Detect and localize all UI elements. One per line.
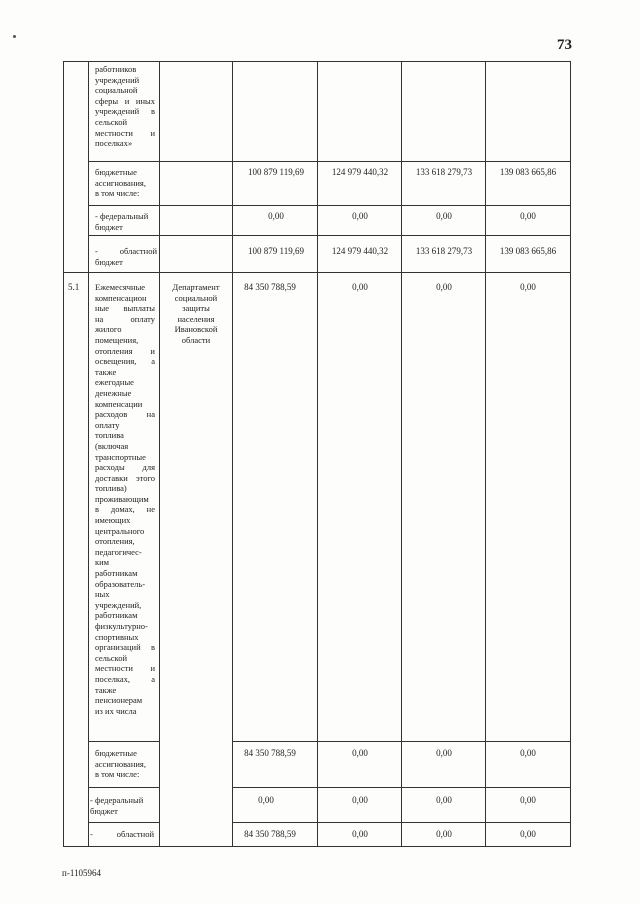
row-label: бюджетные ассигнования, в том числе: [95,748,146,780]
row-label: - федеральный бюджет [90,795,144,816]
value-cell: 0,00 [352,795,368,805]
col-divider-6 [485,61,486,847]
value-cell: 0,00 [352,282,368,292]
col-divider-2 [159,61,160,847]
table-border-left [63,61,64,847]
scan-speck [13,35,16,38]
row-label: бюджетные ассигнования, в том числе: [95,167,146,199]
row-label: - федеральный бюджет [95,211,149,232]
value-cell: 0,00 [520,829,536,839]
row-line [232,787,571,788]
col-divider-3 [232,61,233,847]
row-line [63,846,571,847]
row-line [232,741,571,742]
table-border-right [570,61,571,847]
row-line [88,741,159,742]
value-cell: 0,00 [520,211,536,221]
row-line [88,161,571,162]
row-label: - областной [90,829,154,839]
row-line [88,205,571,206]
value-cell: 84 350 788,59 [244,282,296,292]
document-code: п-1105964 [62,868,101,878]
value-cell: 100 879 119,69 [248,167,304,177]
row-line [63,272,571,273]
value-cell: 0,00 [352,748,368,758]
col-divider-4 [317,61,318,847]
row-label: - областной бюджет [95,246,157,267]
value-cell: 0,00 [436,795,452,805]
value-cell: 84 350 788,59 [244,829,296,839]
row-line [63,61,571,62]
value-cell: 0,00 [352,211,368,221]
page-number: 73 [557,37,572,53]
item-number: 5.1 [68,282,80,292]
value-cell: 0,00 [520,748,536,758]
value-cell: 0,00 [436,282,452,292]
row-line [88,822,159,823]
value-cell: 0,00 [352,829,368,839]
top-item-description: работников учреждений социальной сферы и иных учреждений в сельской местности и поселках» [95,64,155,149]
row-line [232,822,571,823]
value-cell: 133 618 279,73 [415,246,473,256]
executor: Департамент социальной защиты населения Ивановской области [172,282,220,345]
col-divider-1 [88,61,89,847]
value-cell: 139 083 665,86 [499,167,557,177]
value-cell: 0,00 [268,211,284,221]
value-cell: 0,00 [520,282,536,292]
value-cell: 124 979 440,32 [331,167,389,177]
value-cell: 0,00 [520,795,536,805]
value-cell: 0,00 [436,829,452,839]
value-cell: 139 083 665,86 [499,246,557,256]
item-description: Ежемесячные компенсацион ные выплаты на оплату жилого помещения, отопления и освещения, а также ежегодные денежные компенсации расходов на оплату топлива (включая транспортные расходы для доставки этого топлива) проживающим в домах, не имеющих центрального отопления, педагогичес- ким работникам образователь- ных учреждений, работникам физкультурно- спортивных организаций в сельской местности и поселках, а также пенсионерам из их числа [95,282,155,716]
row-line [88,235,571,236]
value-cell: 100 879 119,69 [248,246,304,256]
value-cell: 124 979 440,32 [331,246,389,256]
value-cell: 0,00 [436,211,452,221]
value-cell: 0,00 [258,795,274,805]
col-divider-5 [401,61,402,847]
value-cell: 133 618 279,73 [415,167,473,177]
value-cell: 0,00 [436,748,452,758]
value-cell: 84 350 788,59 [244,748,296,758]
row-line [88,787,159,788]
